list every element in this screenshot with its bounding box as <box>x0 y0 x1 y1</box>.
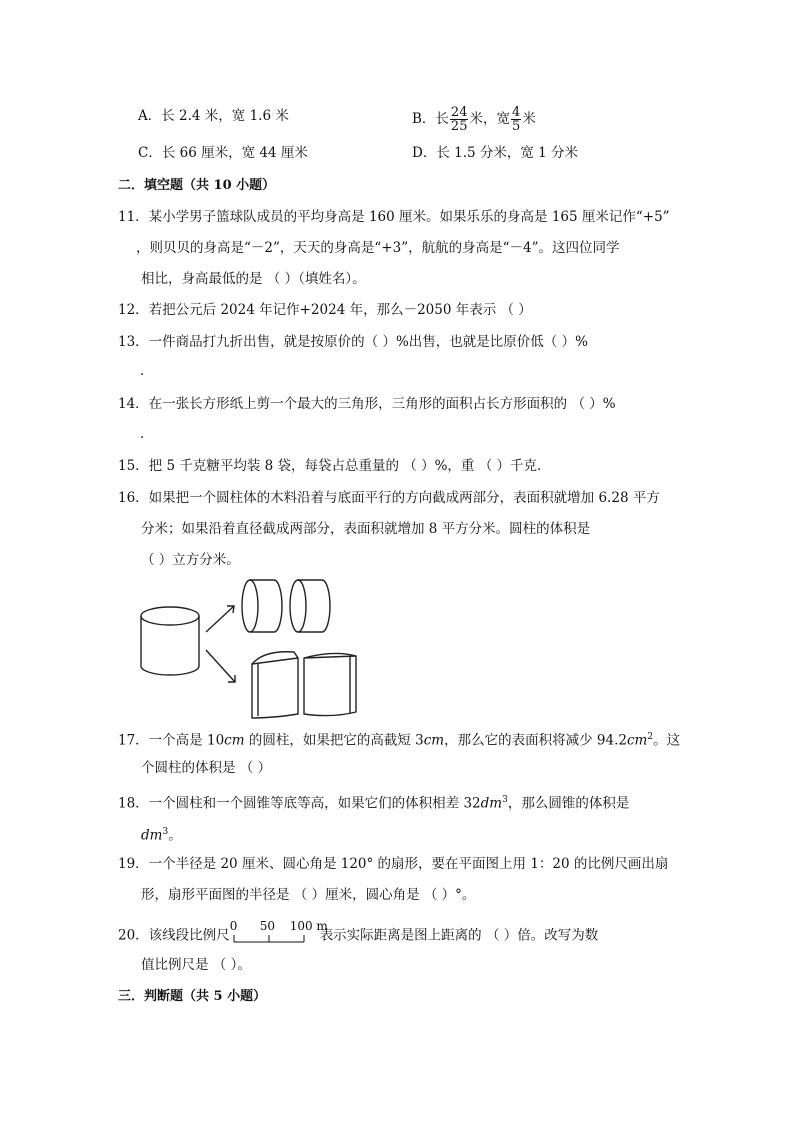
scale-bar-line <box>229 919 318 950</box>
q18-diff-exponent: 3 <box>502 795 508 805</box>
q11-line2: ，则贝贝的身高是“－2”，天天的身高是“+3”，航航的身高是“－4”。这四位同学 <box>136 240 620 256</box>
q12-line1: 12．若把公元后 2024 年记作+2024 年，那么－2050 年表示 （ ） <box>118 302 532 318</box>
q17-cut-value: 3 <box>415 732 424 749</box>
q16-line1: 16．如果把一个圆柱体的木料沿着与底面平行的方向截成两部分，表面积就增加 6.28 平方 <box>118 490 660 506</box>
q18-text-b: ，那么圆锥的体积是 <box>507 795 630 812</box>
q18-answer-unit: dm <box>141 827 163 844</box>
q17-area-exponent: 2 <box>647 732 654 742</box>
section-3-title: 三．判断题（共 5 小题） <box>118 989 267 1004</box>
q16-line2: 分米；如果沿着直径截成两部分，表面积就增加 8 平方分米。圆柱的体积是 <box>141 521 591 537</box>
q20-line2: 值比例尺是 （ ）。 <box>141 957 251 973</box>
line-scale-bar <box>229 919 328 950</box>
q20-text-a: 20．该线段比例尺 <box>118 927 230 944</box>
fraction-denominator: 25 <box>450 119 468 134</box>
option-d: D．长 1.5 分米，宽 1 分米 <box>412 145 579 161</box>
option-c: C．长 66 厘米，宽 44 厘米 <box>138 145 308 161</box>
q20-line1 <box>118 919 599 950</box>
option-b-prefix: B．长 <box>412 111 449 127</box>
q11-line1: 11．某小学男子篮球队成员的平均身高是 160 厘米。如果乐乐的身高是 165 厘米记作“+5” <box>118 209 670 225</box>
q18-text-a: 18．一个圆柱和一个圆锥等底等高，如果它们的体积相差 <box>118 795 464 812</box>
q17-area-value: 94.2 <box>596 732 627 749</box>
q14-line1: 14．在一张长方形纸上剪一个最大的三角形，三角形的面积占长方形面积的 （ ）% <box>118 396 616 412</box>
q11-line3: 相比，身高最低的是 （ ）（填姓名）。 <box>141 271 366 287</box>
fraction-4-5 <box>511 106 521 133</box>
horizontal-cut-pieces <box>242 580 330 632</box>
original-cylinder <box>141 607 199 675</box>
arrow-lower <box>206 650 235 682</box>
q17-text-c: ，那么它的表面积将减少 <box>444 732 597 749</box>
cylinder-cutting-figure <box>134 572 374 724</box>
q17-cut-unit: cm <box>423 732 445 749</box>
section-2-title: 二．填空题（共 10 小题） <box>118 178 276 193</box>
scale-label-50: 50 <box>259 919 275 933</box>
q13-line1: 13．一件商品打九折出售，就是按原价的（ ）%出售，也就是比原价低（ ）% <box>118 334 588 350</box>
q18-line2-end: 。 <box>168 827 182 844</box>
q18-line2 <box>141 822 182 846</box>
q19-line2: 形，扇形平面图的半径是 （ ）厘米，圆心角是 （ ）°。 <box>141 887 476 903</box>
q14-line2: ． <box>140 426 154 442</box>
q17-line2: 个圆柱的体积是 （ ） <box>141 760 272 776</box>
q19-line1: 19．一个半径是 20 厘米、圆心角是 120° 的扇形，要在平面图上用 1：20 的比例尺画出扇 <box>118 856 669 872</box>
q17-height-unit: cm <box>224 732 245 749</box>
q17-text-a: 17．一个高是 <box>118 732 207 749</box>
q13-line2: ． <box>140 363 154 379</box>
q16-line3: （ ）立方分米。 <box>141 552 240 568</box>
q18-diff-value: 32 <box>463 795 481 812</box>
q17-height-value: 10 <box>206 732 225 749</box>
q17-text-b: 的圆柱，如果把它的高截短 <box>244 732 416 749</box>
option-a: A．长 2.4 米，宽 1.6 米 <box>138 108 289 124</box>
fraction-numerator: 24 <box>450 105 468 120</box>
option-b <box>412 106 536 133</box>
scale-label-100: 100 m <box>289 919 328 933</box>
q20-text-b: 表示实际距离是图上距离的 （ ）倍。改写为数 <box>319 927 599 944</box>
fraction-numerator: 4 <box>511 105 521 120</box>
q15-line1: 15．把 5 千克糖平均装 8 袋，每袋占总重量的 （ ）%，重 （ ）千克． <box>118 458 551 474</box>
option-b-suffix: 米 <box>522 111 536 127</box>
q17-text-d: 。这 <box>653 732 681 749</box>
scale-label-0: 0 <box>229 919 238 933</box>
fraction-24-25 <box>450 106 469 133</box>
q17-line1 <box>118 727 680 751</box>
vertical-cut-pieces <box>252 652 356 718</box>
q17-area-unit: cm <box>626 732 648 749</box>
fraction-denominator: 5 <box>511 119 521 134</box>
q18-answer-exponent: 3 <box>162 827 169 837</box>
q18-diff-unit: dm <box>480 795 503 812</box>
arrow-upper <box>206 606 234 632</box>
option-b-mid: 米，宽 <box>469 111 510 127</box>
q18-line1 <box>118 790 629 814</box>
